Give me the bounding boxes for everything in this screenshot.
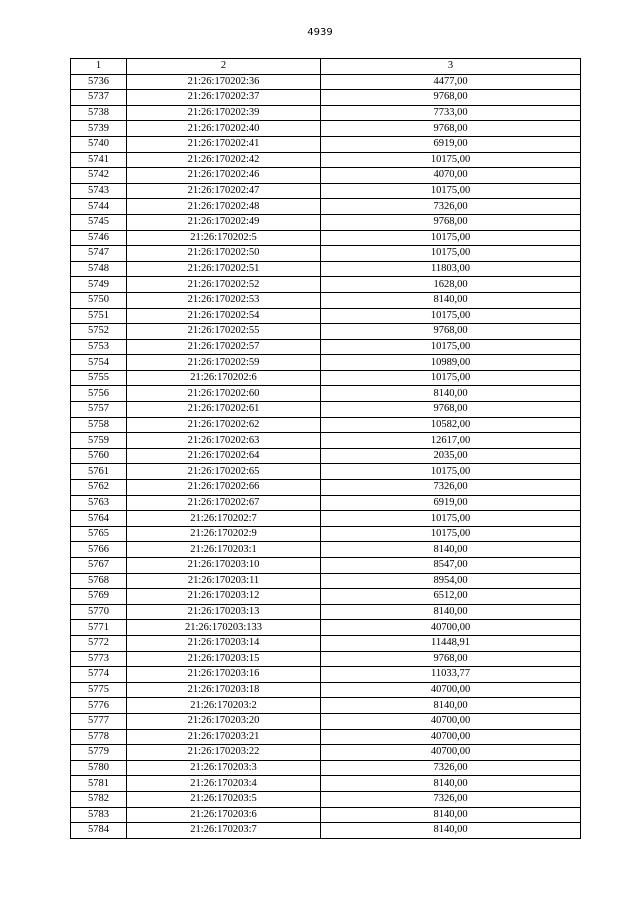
- row-number-cell: 5751: [71, 308, 127, 324]
- cadastral-number-cell: 21:26:170202:5: [127, 230, 321, 246]
- value-cell: 9768,00: [321, 651, 581, 667]
- value-cell: 12617,00: [321, 433, 581, 449]
- cadastral-number-cell: 21:26:170202:7: [127, 511, 321, 527]
- column-header-1: 1: [71, 59, 127, 75]
- value-cell: 8954,00: [321, 573, 581, 589]
- cadastral-number-cell: 21:26:170202:66: [127, 480, 321, 496]
- value-cell: 1628,00: [321, 277, 581, 293]
- cadastral-number-cell: 21:26:170202:57: [127, 339, 321, 355]
- column-header-2: 2: [127, 59, 321, 75]
- table-row: [71, 589, 581, 605]
- value-cell: 40700,00: [321, 620, 581, 636]
- row-number-cell: 5762: [71, 480, 127, 496]
- row-number-cell: 5744: [71, 199, 127, 215]
- value-cell: 8140,00: [321, 776, 581, 792]
- value-cell: 10175,00: [321, 230, 581, 246]
- value-cell: 10175,00: [321, 246, 581, 262]
- cadastral-number-cell: 21:26:170203:15: [127, 651, 321, 667]
- cadastral-number-cell: 21:26:170203:18: [127, 682, 321, 698]
- table-row: [71, 292, 581, 308]
- table-row: [71, 105, 581, 121]
- value-cell: 9768,00: [321, 214, 581, 230]
- cadastral-number-cell: 21:26:170203:5: [127, 791, 321, 807]
- table-row: [71, 121, 581, 137]
- row-number-cell: 5778: [71, 729, 127, 745]
- row-number-cell: 5753: [71, 339, 127, 355]
- cadastral-number-cell: 21:26:170202:39: [127, 105, 321, 121]
- value-cell: 40700,00: [321, 713, 581, 729]
- table-row: [71, 573, 581, 589]
- value-cell: 11033,77: [321, 667, 581, 683]
- cadastral-number-cell: 21:26:170203:16: [127, 667, 321, 683]
- value-cell: 9768,00: [321, 324, 581, 340]
- cadastral-number-cell: 21:26:170203:13: [127, 604, 321, 620]
- cadastral-number-cell: 21:26:170203:6: [127, 807, 321, 823]
- row-number-cell: 5737: [71, 90, 127, 106]
- table-row: [71, 807, 581, 823]
- cadastral-number-cell: 21:26:170202:52: [127, 277, 321, 293]
- cadastral-number-cell: 21:26:170202:62: [127, 417, 321, 433]
- cadastral-number-cell: 21:26:170202:53: [127, 292, 321, 308]
- row-number-cell: 5743: [71, 183, 127, 199]
- value-cell: 8140,00: [321, 386, 581, 402]
- cadastral-number-cell: 21:26:170202:47: [127, 183, 321, 199]
- row-number-cell: 5761: [71, 464, 127, 480]
- table-row: [71, 713, 581, 729]
- value-cell: 8140,00: [321, 823, 581, 839]
- row-number-cell: 5752: [71, 324, 127, 340]
- value-cell: 8140,00: [321, 542, 581, 558]
- table-row: [71, 511, 581, 527]
- table-row: [71, 277, 581, 293]
- row-number-cell: 5768: [71, 573, 127, 589]
- table-row: [71, 448, 581, 464]
- cadastral-number-cell: 21:26:170202:48: [127, 199, 321, 215]
- table-row: [71, 324, 581, 340]
- table-row: [71, 308, 581, 324]
- value-cell: 40700,00: [321, 745, 581, 761]
- value-cell: 9768,00: [321, 402, 581, 418]
- row-number-cell: 5773: [71, 651, 127, 667]
- table-row: [71, 667, 581, 683]
- cadastral-number-cell: 21:26:170202:37: [127, 90, 321, 106]
- table-row: [71, 635, 581, 651]
- value-cell: 40700,00: [321, 682, 581, 698]
- cadastral-number-cell: 21:26:170202:50: [127, 246, 321, 262]
- header-row: [71, 59, 581, 75]
- table-row: [71, 651, 581, 667]
- row-number-cell: 5740: [71, 136, 127, 152]
- row-number-cell: 5769: [71, 589, 127, 605]
- value-cell: 9768,00: [321, 90, 581, 106]
- row-number-cell: 5766: [71, 542, 127, 558]
- table-row: [71, 433, 581, 449]
- table-row: [71, 776, 581, 792]
- page-number: 4939: [307, 27, 333, 38]
- cadastral-number-cell: 21:26:170202:64: [127, 448, 321, 464]
- table-row: [71, 760, 581, 776]
- value-cell: 7326,00: [321, 791, 581, 807]
- table-row: [71, 604, 581, 620]
- row-number-cell: 5742: [71, 168, 127, 184]
- value-cell: 40700,00: [321, 729, 581, 745]
- cadastral-number-cell: 21:26:170203:10: [127, 558, 321, 574]
- cadastral-number-cell: 21:26:170202:36: [127, 74, 321, 90]
- cadastral-number-cell: 21:26:170203:14: [127, 635, 321, 651]
- row-number-cell: 5764: [71, 511, 127, 527]
- row-number-cell: 5738: [71, 105, 127, 121]
- row-number-cell: 5760: [71, 448, 127, 464]
- table-row: [71, 620, 581, 636]
- cadastral-number-cell: 21:26:170203:7: [127, 823, 321, 839]
- cadastral-number-cell: 21:26:170203:22: [127, 745, 321, 761]
- table-row: [71, 370, 581, 386]
- table-row: [71, 791, 581, 807]
- row-number-cell: 5757: [71, 402, 127, 418]
- cadastral-number-cell: 21:26:170203:21: [127, 729, 321, 745]
- cadastral-number-cell: 21:26:170202:6: [127, 370, 321, 386]
- row-number-cell: 5739: [71, 121, 127, 137]
- cadastral-number-cell: 21:26:170202:65: [127, 464, 321, 480]
- value-cell: 11448,91: [321, 635, 581, 651]
- cadastral-number-cell: 21:26:170202:55: [127, 324, 321, 340]
- row-number-cell: 5765: [71, 526, 127, 542]
- cadastral-number-cell: 21:26:170203:2: [127, 698, 321, 714]
- cadastral-number-cell: 21:26:170202:67: [127, 495, 321, 511]
- column-header-3: 3: [321, 59, 581, 75]
- row-number-cell: 5772: [71, 635, 127, 651]
- value-cell: 7733,00: [321, 105, 581, 121]
- table-row: [71, 168, 581, 184]
- table-row: [71, 417, 581, 433]
- cadastral-number-cell: 21:26:170203:133: [127, 620, 321, 636]
- table-row: [71, 464, 581, 480]
- table-row: [71, 495, 581, 511]
- cadastral-number-cell: 21:26:170203:11: [127, 573, 321, 589]
- cadastral-number-cell: 21:26:170203:20: [127, 713, 321, 729]
- row-number-cell: 5774: [71, 667, 127, 683]
- row-number-cell: 5756: [71, 386, 127, 402]
- row-number-cell: 5783: [71, 807, 127, 823]
- row-number-cell: 5746: [71, 230, 127, 246]
- cadastral-number-cell: 21:26:170202:42: [127, 152, 321, 168]
- row-number-cell: 5736: [71, 74, 127, 90]
- table-row: [71, 558, 581, 574]
- table-row: [71, 90, 581, 106]
- table-row: [71, 214, 581, 230]
- registry-table: [70, 58, 581, 839]
- cadastral-number-cell: 21:26:170202:49: [127, 214, 321, 230]
- value-cell: 6919,00: [321, 495, 581, 511]
- value-cell: 7326,00: [321, 760, 581, 776]
- cadastral-number-cell: 21:26:170203:3: [127, 760, 321, 776]
- row-number-cell: 5745: [71, 214, 127, 230]
- row-number-cell: 5749: [71, 277, 127, 293]
- value-cell: 2035,00: [321, 448, 581, 464]
- value-cell: 10175,00: [321, 308, 581, 324]
- value-cell: 6512,00: [321, 589, 581, 605]
- value-cell: 8140,00: [321, 604, 581, 620]
- value-cell: 10175,00: [321, 152, 581, 168]
- row-number-cell: 5759: [71, 433, 127, 449]
- cadastral-number-cell: 21:26:170202:41: [127, 136, 321, 152]
- cadastral-number-cell: 21:26:170203:12: [127, 589, 321, 605]
- value-cell: 10175,00: [321, 339, 581, 355]
- table-header: [71, 59, 581, 75]
- row-number-cell: 5754: [71, 355, 127, 371]
- table-row: [71, 480, 581, 496]
- row-number-cell: 5758: [71, 417, 127, 433]
- table-row: [71, 823, 581, 839]
- row-number-cell: 5777: [71, 713, 127, 729]
- cadastral-number-cell: 21:26:170202:54: [127, 308, 321, 324]
- value-cell: 4477,00: [321, 74, 581, 90]
- cadastral-number-cell: 21:26:170202:63: [127, 433, 321, 449]
- value-cell: 7326,00: [321, 199, 581, 215]
- cadastral-number-cell: 21:26:170202:46: [127, 168, 321, 184]
- table-row: [71, 355, 581, 371]
- row-number-cell: 5780: [71, 760, 127, 776]
- table-row: [71, 526, 581, 542]
- value-cell: 10175,00: [321, 511, 581, 527]
- table-row: [71, 745, 581, 761]
- value-cell: 4070,00: [321, 168, 581, 184]
- table-row: [71, 230, 581, 246]
- table-row: [71, 183, 581, 199]
- table-row: [71, 339, 581, 355]
- row-number-cell: 5781: [71, 776, 127, 792]
- table-row: [71, 152, 581, 168]
- cadastral-number-cell: 21:26:170203:1: [127, 542, 321, 558]
- value-cell: 6919,00: [321, 136, 581, 152]
- table-row: [71, 386, 581, 402]
- cadastral-number-cell: 21:26:170202:51: [127, 261, 321, 277]
- value-cell: 8140,00: [321, 698, 581, 714]
- cadastral-number-cell: 21:26:170202:9: [127, 526, 321, 542]
- row-number-cell: 5755: [71, 370, 127, 386]
- value-cell: 8140,00: [321, 807, 581, 823]
- cadastral-number-cell: 21:26:170202:60: [127, 386, 321, 402]
- table-row: [71, 136, 581, 152]
- value-cell: 8140,00: [321, 292, 581, 308]
- value-cell: 10582,00: [321, 417, 581, 433]
- table-row: [71, 542, 581, 558]
- value-cell: 10175,00: [321, 526, 581, 542]
- row-number-cell: 5776: [71, 698, 127, 714]
- value-cell: 10175,00: [321, 370, 581, 386]
- cadastral-number-cell: 21:26:170202:40: [127, 121, 321, 137]
- table-row: [71, 246, 581, 262]
- table-row: [71, 74, 581, 90]
- row-number-cell: 5784: [71, 823, 127, 839]
- table-row: [71, 682, 581, 698]
- table-row: [71, 698, 581, 714]
- table-body: [71, 74, 581, 838]
- row-number-cell: 5767: [71, 558, 127, 574]
- row-number-cell: 5763: [71, 495, 127, 511]
- value-cell: 10175,00: [321, 464, 581, 480]
- row-number-cell: 5741: [71, 152, 127, 168]
- value-cell: 10989,00: [321, 355, 581, 371]
- row-number-cell: 5748: [71, 261, 127, 277]
- table-row: [71, 261, 581, 277]
- row-number-cell: 5779: [71, 745, 127, 761]
- row-number-cell: 5747: [71, 246, 127, 262]
- row-number-cell: 5750: [71, 292, 127, 308]
- row-number-cell: 5775: [71, 682, 127, 698]
- cadastral-number-cell: 21:26:170202:61: [127, 402, 321, 418]
- value-cell: 7326,00: [321, 480, 581, 496]
- value-cell: 9768,00: [321, 121, 581, 137]
- cadastral-number-cell: 21:26:170202:59: [127, 355, 321, 371]
- value-cell: 11803,00: [321, 261, 581, 277]
- table-row: [71, 402, 581, 418]
- table-row: [71, 729, 581, 745]
- table-row: [71, 199, 581, 215]
- value-cell: 8547,00: [321, 558, 581, 574]
- row-number-cell: 5771: [71, 620, 127, 636]
- row-number-cell: 5770: [71, 604, 127, 620]
- row-number-cell: 5782: [71, 791, 127, 807]
- value-cell: 10175,00: [321, 183, 581, 199]
- cadastral-number-cell: 21:26:170203:4: [127, 776, 321, 792]
